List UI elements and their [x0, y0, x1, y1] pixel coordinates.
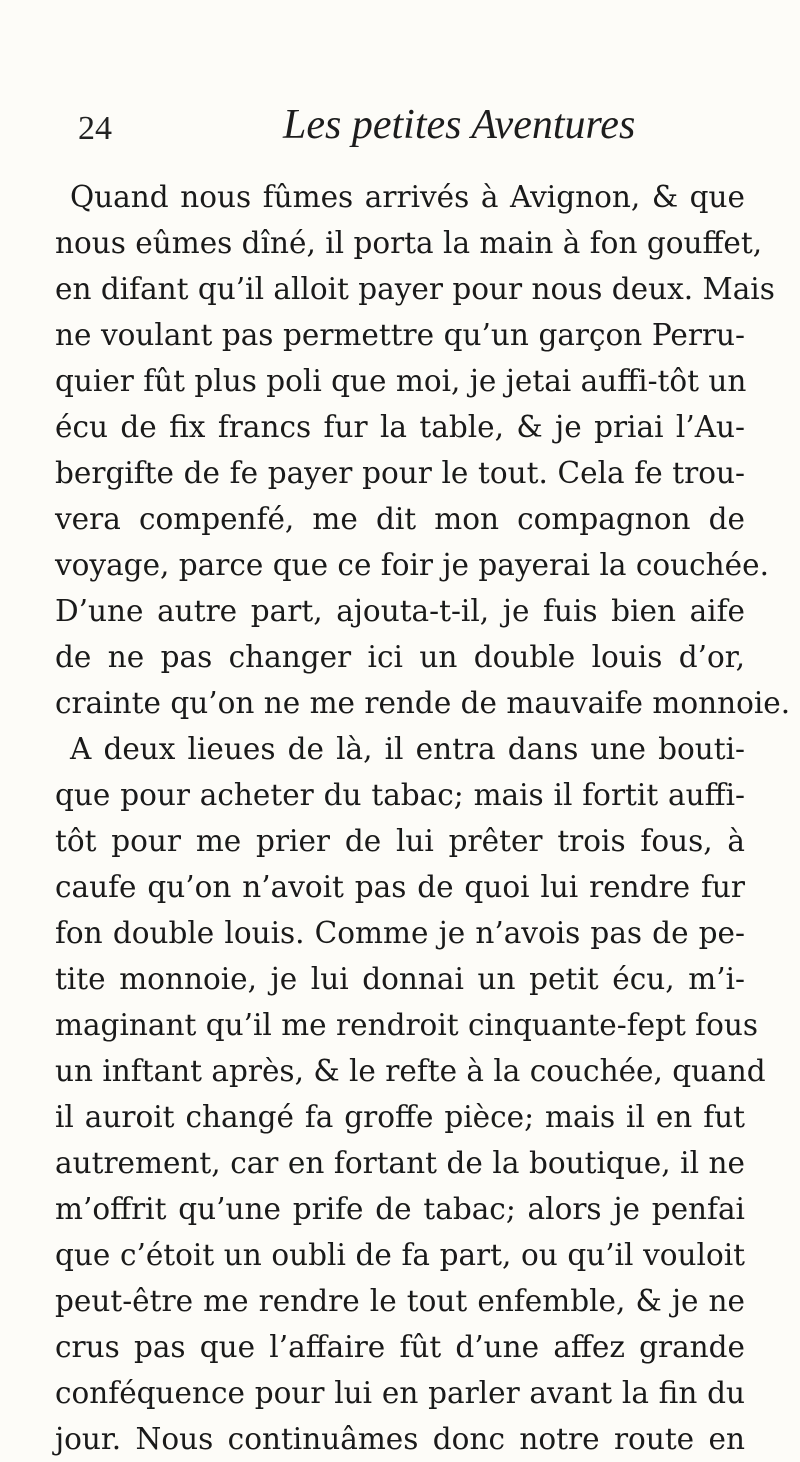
- text-line: m’offrit qu’une prife de tabac; alors je penfai: [55, 1192, 745, 1226]
- text-line: bergifte de fe payer pour le tout. Cela fe trou-: [55, 456, 745, 490]
- text-line: fon double louis. Comme je n’avois pas de pe-: [55, 916, 745, 950]
- text-line: en difant qu’il alloit payer pour nous deux. Mais: [55, 272, 775, 306]
- text-line: un inftant après, & le refte à la couchée, quand: [55, 1054, 766, 1088]
- text-line: autrement, car en fortant de la boutique, il ne: [55, 1146, 745, 1180]
- page-number: 24: [78, 110, 112, 147]
- text-line: voyage, parce que ce foir je payerai la couchée.: [55, 548, 769, 582]
- text-line: jour. Nous continuâmes donc notre route en: [55, 1422, 745, 1456]
- text-line: tôt pour me prier de lui prêter trois fous, à: [55, 824, 745, 858]
- text-line: tite monnoie, je lui donnai un petit écu, m’i-: [55, 962, 745, 996]
- text-line: ne voulant pas permettre qu’un garçon Perru-: [55, 318, 745, 352]
- page-header: [78, 104, 738, 158]
- text-line: écu de fix francs fur la table, & je priai l’Au-: [55, 410, 745, 444]
- text-line: que pour acheter du tabac; mais il fortit auffi-: [55, 778, 745, 812]
- text-line: D’une autre part, ajouta-t-il, je fuis bien aife: [55, 594, 745, 628]
- body-text: [55, 174, 791, 1462]
- text-line: crainte qu’on ne me rende de mauvaife monnoie.: [55, 686, 791, 720]
- text-line: crus pas que l’affaire fût d’une affez grande: [55, 1330, 745, 1364]
- running-title: Les petites Aventures: [283, 102, 636, 148]
- text-line: quier fût plus poli que moi, je jetai auffi-tôt un: [55, 364, 747, 398]
- text-line: il auroit changé fa groffe pièce; mais il en fut: [55, 1100, 745, 1134]
- text-line: peut-être me rendre le tout enfemble, & je ne: [55, 1284, 745, 1318]
- text-line: maginant qu’il me rendroit cinquante-fept fous: [55, 1008, 759, 1042]
- text-line: caufe qu’on n’avoit pas de quoi lui rendre fur: [55, 870, 745, 904]
- text-line: de ne pas changer ici un double louis d’or,: [55, 640, 745, 674]
- text-line: conféquence pour lui en parler avant la fin du: [55, 1376, 745, 1410]
- text-line: que c’étoit un oubli de fa part, ou qu’il vouloit: [55, 1238, 745, 1272]
- text-line: nous eûmes dîné, il porta la main à fon gouffet,: [55, 226, 763, 260]
- text-line: vera compenfé, me dit mon compagnon de: [55, 502, 745, 536]
- text-line: Quand nous fûmes arrivés à Avignon, & que: [70, 180, 745, 214]
- text-line: A deux lieues de là, il entra dans une bouti-: [70, 732, 745, 766]
